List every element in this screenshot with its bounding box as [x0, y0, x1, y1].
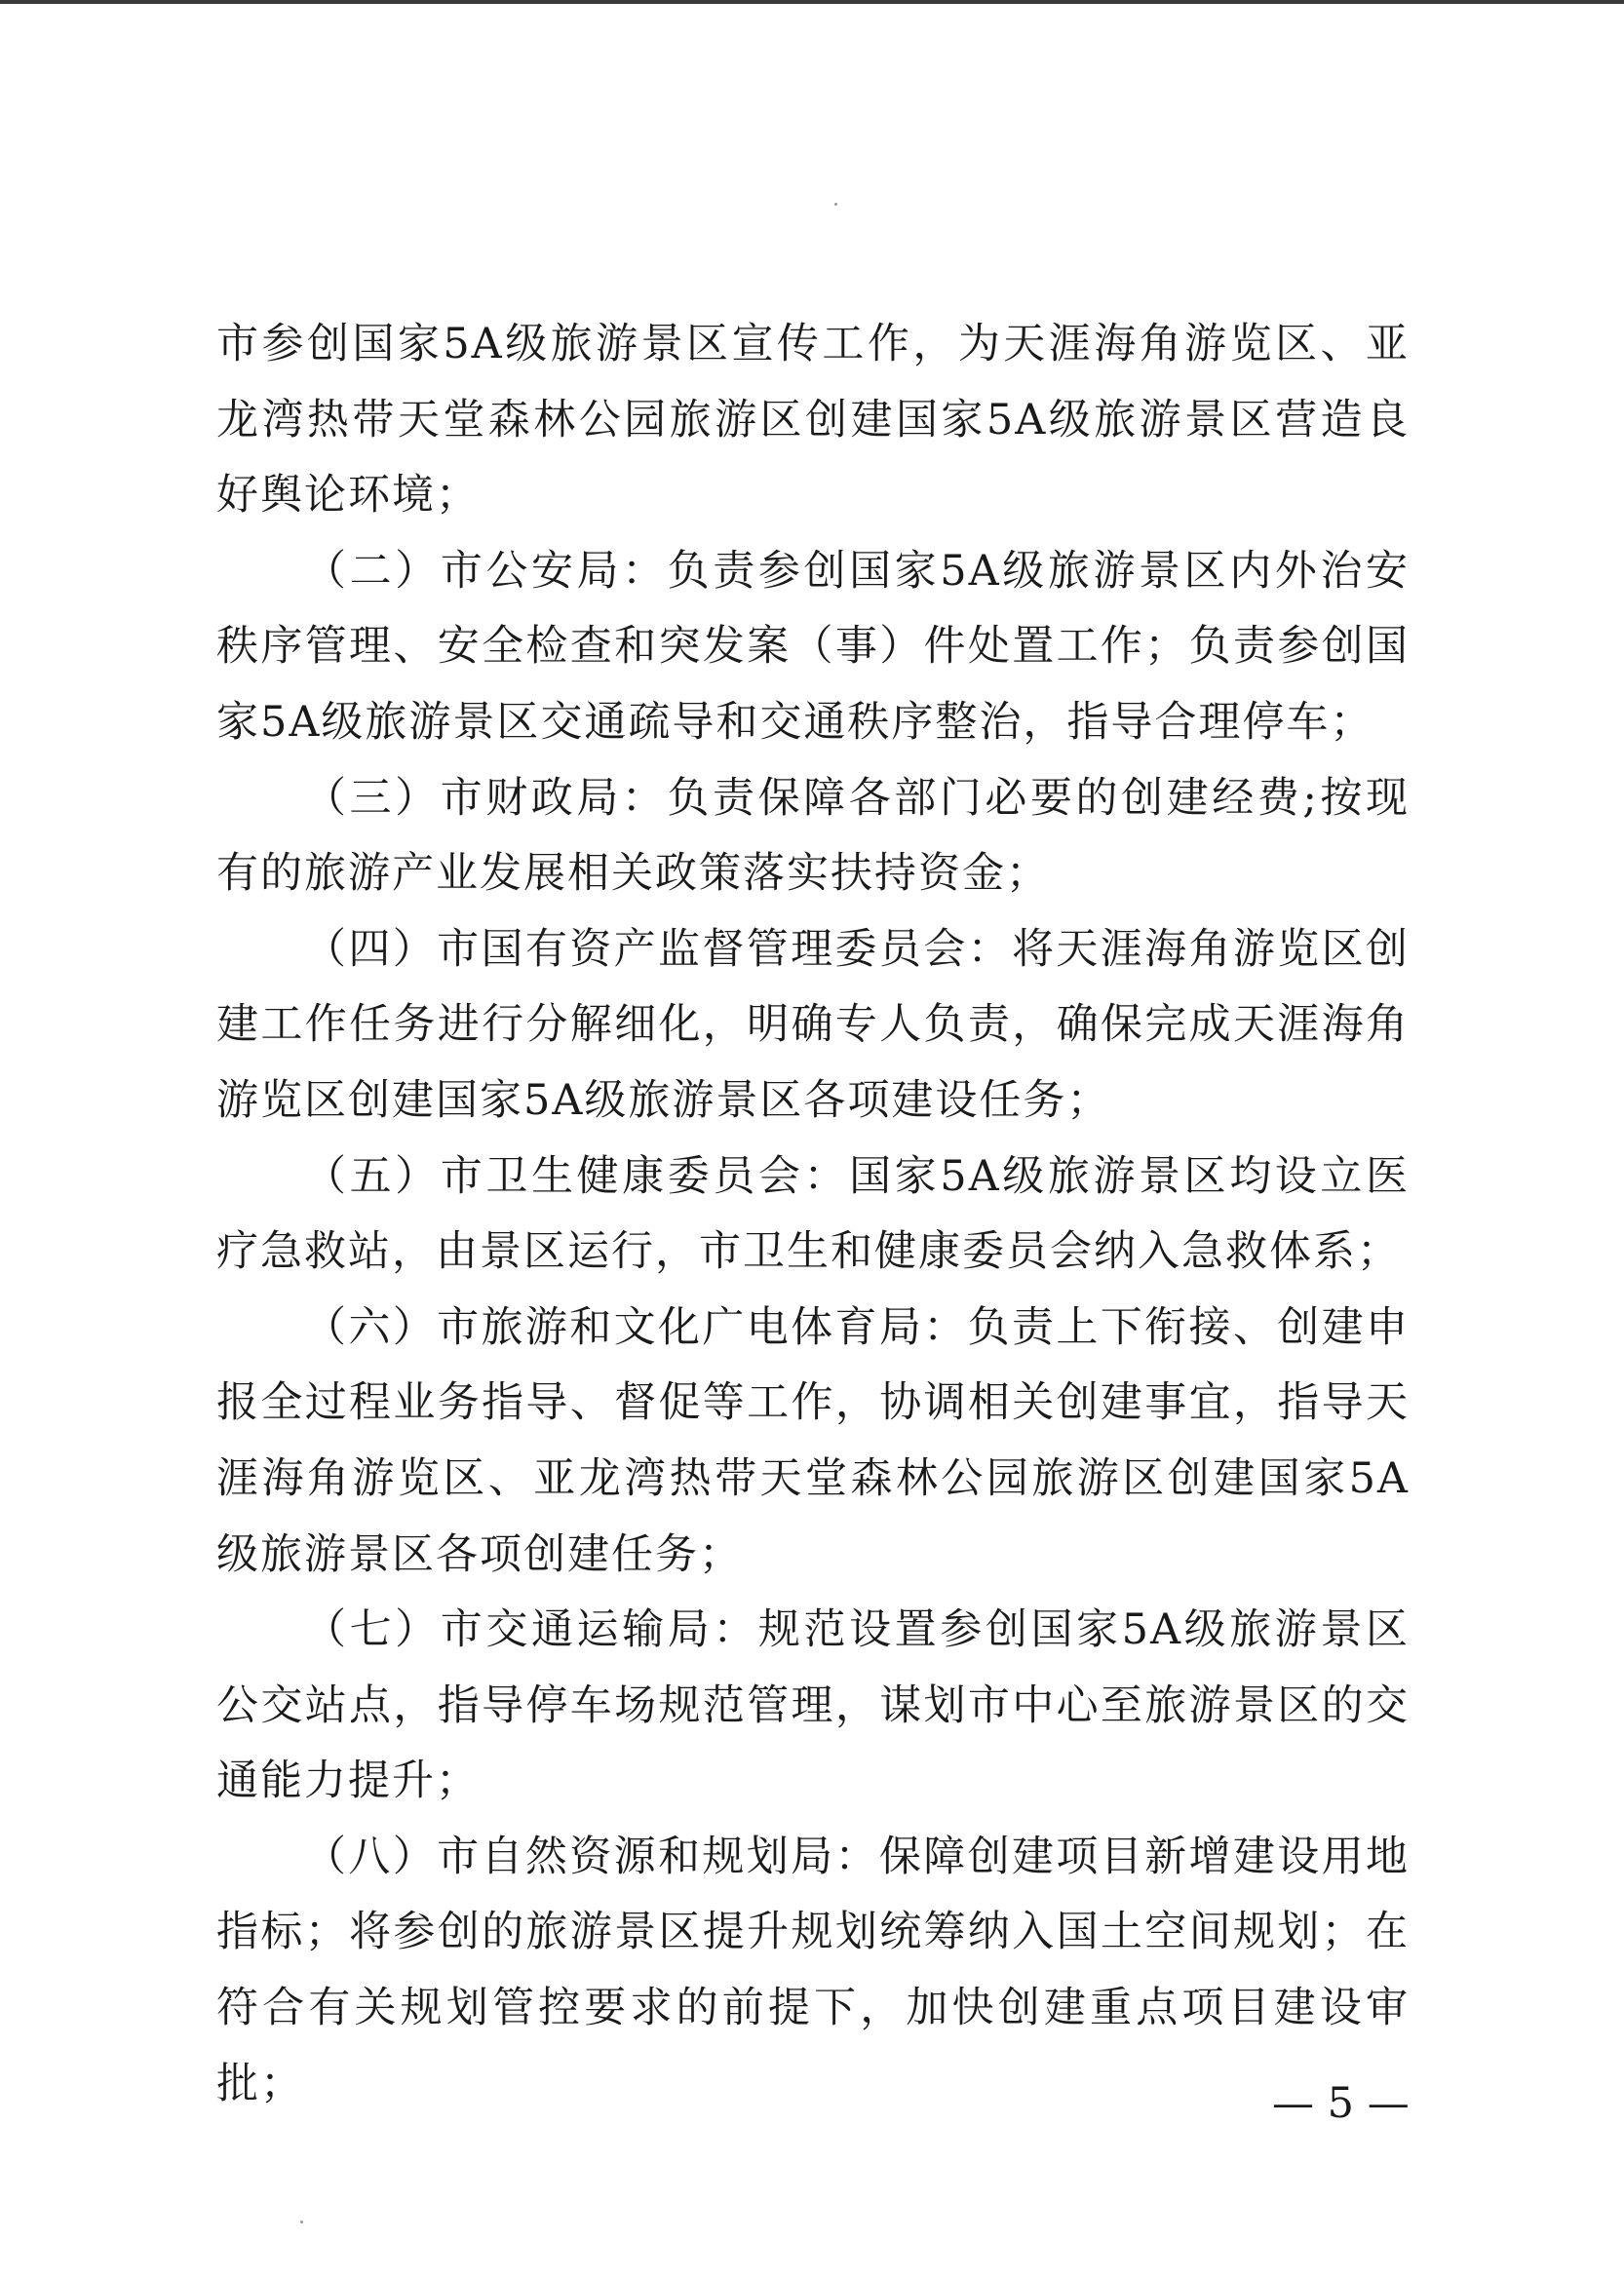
paragraph-health-commission: （五）市卫生健康委员会：国家5A级旅游景区均设立医疗急救站，由景区运行，市卫生和健康委员会纳入急救体系；: [216, 1151, 1410, 1277]
paragraph-natural-resources-bureau: （八）市自然资源和规划局：保障创建项目新增建设用地指标；将参创的旅游景区提升规划统筹纳入国土空间规划；在符合有关规划管控要求的前提下，加快创建重点项目建设审批；: [216, 1832, 1410, 2108]
body-text: [216, 307, 1410, 2122]
paragraph-continuation: 市参创国家5A级旅游景区宣传工作，为天涯海角游览区、亚龙湾热带天堂森林公园旅游区创建国家5A级旅游景区营造良好舆论环境；: [216, 320, 1410, 521]
paragraph-transport-bureau: （七）市交通运输局：规范设置参创国家5A级旅游景区公交站点，指导停车场规范管理，谋划市中心至旅游景区的交通能力提升；: [216, 1605, 1410, 1806]
paragraph-tourism-culture-bureau: （六）市旅游和文化广电体育局：负责上下衔接、创建申报全过程业务指导、督促等工作，协调相关创建事宜，指导天涯海角游览区、亚龙湾热带天堂森林公园旅游区创建国家5A级旅游景区各项创建任务；: [216, 1302, 1410, 1579]
paragraph-state-assets-commission: （四）市国有资产监督管理委员会：将天涯海角游览区创建工作任务进行分解细化，明确专人负责，确保完成天涯海角游览区创建国家5A级旅游景区各项建设任务；: [216, 924, 1410, 1125]
scan-speck: [300, 2221, 303, 2223]
scan-speck: [834, 203, 837, 206]
paragraph-public-security-bureau: （二）市公安局：负责参创国家5A级旅游景区内外治安秩序管理、安全检查和突发案（事）件处置工作；负责参创国家5A级旅游景区交通疏导和交通秩序整治，指导合理停车；: [216, 546, 1410, 747]
page-number: — 5 —: [1272, 2079, 1410, 2128]
paragraph-finance-bureau: （三）市财政局：负责保障各部门必要的创建经费;按现有的旅游产业发展相关政策落实扶持资金；: [216, 773, 1410, 899]
